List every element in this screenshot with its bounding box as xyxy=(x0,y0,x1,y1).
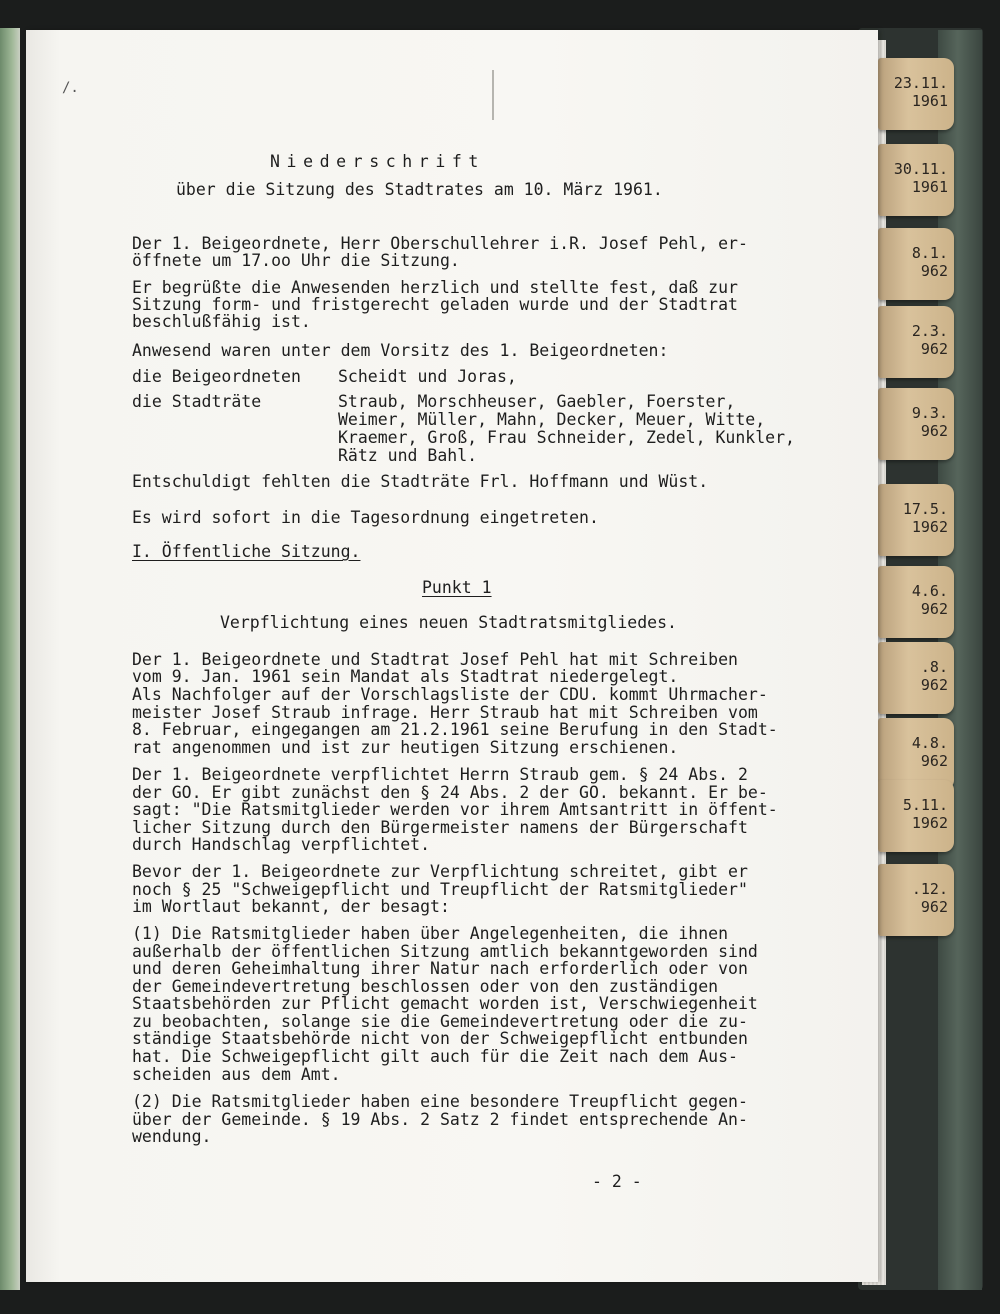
para4-line: außerhalb der öffentlichen Sitzung amtlich bekanntgeworden sind xyxy=(132,942,758,961)
page-subtitle: über die Sitzung des Stadtrates am 10. März 1961. xyxy=(176,180,663,199)
greeting-line: beschlußfähig ist. xyxy=(132,312,311,331)
para5-line: wendung. xyxy=(132,1127,212,1146)
para2-line: licher Sitzung durch den Bürgermeister namens der Bürgerschaft xyxy=(132,818,748,837)
para2-line: Der 1. Beigeordnete verpflichtet Herrn Straub gem. § 24 Abs. 2 xyxy=(132,765,748,784)
beigeordnete-names: Scheidt und Joras, xyxy=(338,367,517,386)
index-tab[interactable]: 8.1. 962 xyxy=(878,228,954,300)
page-number: - 2 - xyxy=(592,1172,642,1191)
stadtraete-names-line: Straub, Morschheuser, Gaebler, Foerster, xyxy=(338,392,736,411)
present-intro: Anwesend waren unter dem Vorsitz des 1. Beigeordneten: xyxy=(132,341,669,360)
point-heading: Punkt 1 xyxy=(422,578,492,597)
index-tab[interactable]: 4.8. 962 xyxy=(878,718,954,790)
index-tab[interactable]: 2.3. 962 xyxy=(878,306,954,378)
para4-line: (1) Die Ratsmitglieder haben über Angelegenheiten, die ihnen xyxy=(132,924,729,943)
para1-line: Der 1. Beigeordnete und Stadtrat Josef Pehl hat mit Schreiben xyxy=(132,650,738,669)
index-tab[interactable]: 4.6. 962 xyxy=(878,566,954,638)
excused-line: Entschuldigt fehlten die Stadträte Frl. Hoffmann und Wüst. xyxy=(132,472,709,491)
para4-line: scheiden aus dem Amt. xyxy=(132,1065,341,1084)
para1-line: Als Nachfolger auf der Vorschlagsliste der CDU. kommt Uhrmacher- xyxy=(132,685,768,704)
index-tab[interactable]: 5.11. 1962 xyxy=(878,780,954,852)
index-tab[interactable]: 23.11. 1961 xyxy=(878,58,954,130)
para5-line: über der Gemeinde. § 19 Abs. 2 Satz 2 findet entsprechende An- xyxy=(132,1110,748,1129)
para4-line: und deren Geheimhaltung ihrer Natur nach erforderlich oder von xyxy=(132,959,748,978)
page-title: Niederschrift xyxy=(270,152,485,171)
section-heading: I. Öffentliche Sitzung. xyxy=(132,542,361,561)
para4-line: zu beobachten, solange sie die Gemeindevertretung oder die zu- xyxy=(132,1012,748,1031)
stadtraete-names-line: Weimer, Müller, Mahn, Decker, Meuer, Witte, xyxy=(338,410,766,429)
para5-line: (2) Die Ratsmitglieder haben eine besondere Treupflicht gegen- xyxy=(132,1092,748,1111)
index-tab[interactable]: .12. 962 xyxy=(878,864,954,936)
intro-line: öffnete um 17.oo Uhr die Sitzung. xyxy=(132,251,460,270)
para1-line: rat angenommen und ist zur heutigen Sitzung erschienen. xyxy=(132,738,679,757)
stadtraete-label: die Stadträte xyxy=(132,392,262,411)
para3-line: noch § 25 "Schweigepflicht und Treupflicht der Ratsmitglieder" xyxy=(132,880,748,899)
page-mark: /. xyxy=(62,80,79,96)
index-tab[interactable]: 17.5. 1962 xyxy=(878,484,954,556)
para3-line: im Wortlaut bekannt, der besagt: xyxy=(132,897,450,916)
para2-line: sagt: "Die Ratsmitglieder werden vor ihrem Amtsantritt in öffent- xyxy=(132,800,778,819)
para3-line: Bevor der 1. Beigeordnete zur Verpflichtung schreitet, gibt er xyxy=(132,862,748,881)
stadtraete-names-line: Rätz und Bahl. xyxy=(338,446,478,465)
para4-line: hat. Die Schweigepflicht gilt auch für die Zeit nach dem Aus- xyxy=(132,1047,738,1066)
beigeordnete-label: die Beigeordneten xyxy=(132,367,301,386)
para4-line: der Gemeindevertretung beschlossen oder von den zuständigen xyxy=(132,977,719,996)
para1-line: meister Josef Straub infrage. Herr Straub hat mit Schreiben vom xyxy=(132,703,758,722)
stadtraete-names-line: Kraemer, Groß, Frau Schneider, Zedel, Kunkler, xyxy=(338,428,795,447)
para1-line: 8. Februar, eingegangen am 21.2.1961 seine Berufung in den Stadt- xyxy=(132,720,778,739)
index-tab[interactable]: .8. 962 xyxy=(878,642,954,714)
greeting-line: Sitzung form- und fristgerecht geladen wurde und der Stadtrat xyxy=(132,295,738,314)
para2-line: der GO. Er gibt zunächst den § 24 Abs. 2 der GO. bekannt. Er be- xyxy=(132,783,768,802)
para2-line: durch Handschlag verpflichtet. xyxy=(132,835,431,854)
point-title: Verpflichtung eines neuen Stadtratsmitgliedes. xyxy=(220,613,677,632)
para4-line: Staatsbehörden zur Pflicht gemacht worden ist, Verschwiegenheit xyxy=(132,994,758,1013)
agenda-start: Es wird sofort in die Tagesordnung eingetreten. xyxy=(132,508,599,527)
para4-line: ständige Staatsbehörde nicht von der Schweigepflicht entbunden xyxy=(132,1029,748,1048)
intro-line: Der 1. Beigeordnete, Herr Oberschullehrer i.R. Josef Pehl, er- xyxy=(132,234,748,253)
greeting-line: Er begrüßte die Anwesenden herzlich und stellte fest, daß zur xyxy=(132,278,738,297)
para1-line: vom 9. Jan. 1961 sein Mandat als Stadtrat niedergelegt. xyxy=(132,667,679,686)
index-tab[interactable]: 30.11. 1961 xyxy=(878,144,954,216)
index-tab[interactable]: 9.3. 962 xyxy=(878,388,954,460)
